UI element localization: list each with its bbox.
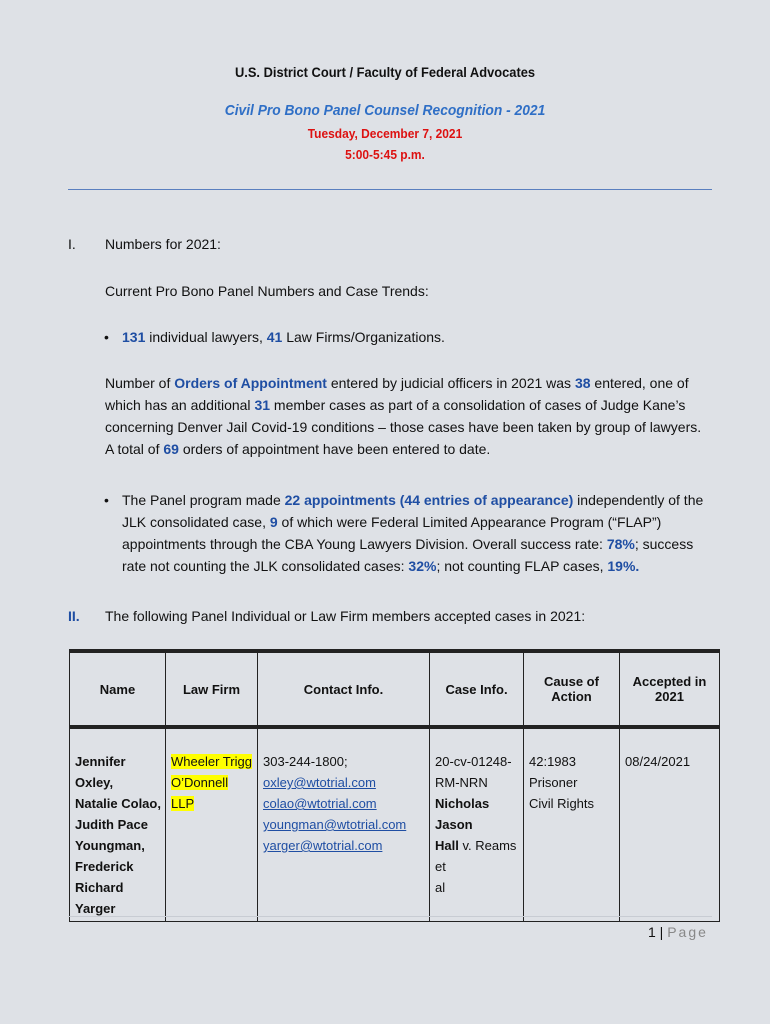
section-1-numeral: I. <box>68 236 76 252</box>
header-divider <box>68 189 712 190</box>
cell-names: Jennifer Oxley, Natalie Colao, Judith Pace Youngman, Frederick Richard Yarger <box>70 729 166 922</box>
email-link-yarger[interactable]: yarger@wtotrial.com <box>263 838 383 853</box>
cell-accepted-date: 08/24/2021 <box>620 729 720 922</box>
cell-contact <box>258 729 430 922</box>
col-header-contact: Contact Info. <box>258 653 430 729</box>
email-link-youngman[interactable]: youngman@wtotrial.com <box>263 817 407 832</box>
section-2-title: The following Panel Individual or Law Firm members accepted cases in 2021: <box>105 608 586 624</box>
col-header-accepted: Accepted in 2021 <box>620 653 720 729</box>
accepted-cases-table <box>69 649 720 922</box>
event-title: Civil Pro Bono Panel Counsel Recognition - 2021 <box>224 102 546 119</box>
col-header-cause: Cause of Action <box>524 653 620 729</box>
section-2-numeral: II. <box>68 608 80 624</box>
table-header-row <box>70 653 720 729</box>
panel-numbers-bullet: 131 individual lawyers, 41 Law Firms/Organizations. <box>122 329 445 345</box>
phone-number: 303-244-1800; <box>263 754 348 769</box>
email-link-oxley[interactable]: oxley@wtotrial.com <box>263 775 376 790</box>
cell-cause-of-action: 42:1983 Prisoner Civil Rights <box>524 729 620 922</box>
table-row <box>70 729 720 922</box>
page-number: 1 | Page <box>648 924 708 940</box>
col-header-law-firm: Law Firm <box>166 653 258 729</box>
bullet-dot-icon: • <box>104 492 109 508</box>
section-1-subtitle: Current Pro Bono Panel Numbers and Case Trends: <box>105 283 429 299</box>
court-header: U.S. District Court / Faculty of Federal Advocates <box>234 64 536 80</box>
bullet-dot-icon: • <box>104 329 109 345</box>
event-time: 5:00-5:45 p.m. <box>345 147 425 162</box>
event-date: Tuesday, December 7, 2021 <box>307 126 463 141</box>
footer-divider <box>68 916 712 917</box>
cell-case-info: 20-cv-01248- RM-NRN Nicholas Jason Hall v. Reams et al <box>430 729 524 922</box>
col-header-name: Name <box>70 653 166 729</box>
section-1-title: Numbers for 2021: <box>105 236 221 252</box>
orders-paragraph: Number of Orders of Appointment entered by judicial officers in 2021 was 38 entered, one of which has an additional 31 member cases as part of a consolidation of cases of Judge Kane’s concerning Denver Jail Covid-19 conditions – those cases have been taken by group of lawyers. A total of 69 orders of appointment have been entered to date. <box>105 375 702 457</box>
appointments-bullet: The Panel program made 22 appointments (44 entries of appearance) independently of the JLK consolidated case, 9 of which were Federal Limited Appearance Program (“FLAP”) appointments through the CBA Young Lawyers Division. Overall success rate: 78%; success rate not counting the JLK consolidated cases: 32%; not counting FLAP cases, 19%. <box>122 492 704 574</box>
email-link-colao[interactable]: colao@wtotrial.com <box>263 796 377 811</box>
col-header-case-info: Case Info. <box>430 653 524 729</box>
cell-law-firm: Wheeler Trigg O’Donnell LLP <box>166 729 258 922</box>
